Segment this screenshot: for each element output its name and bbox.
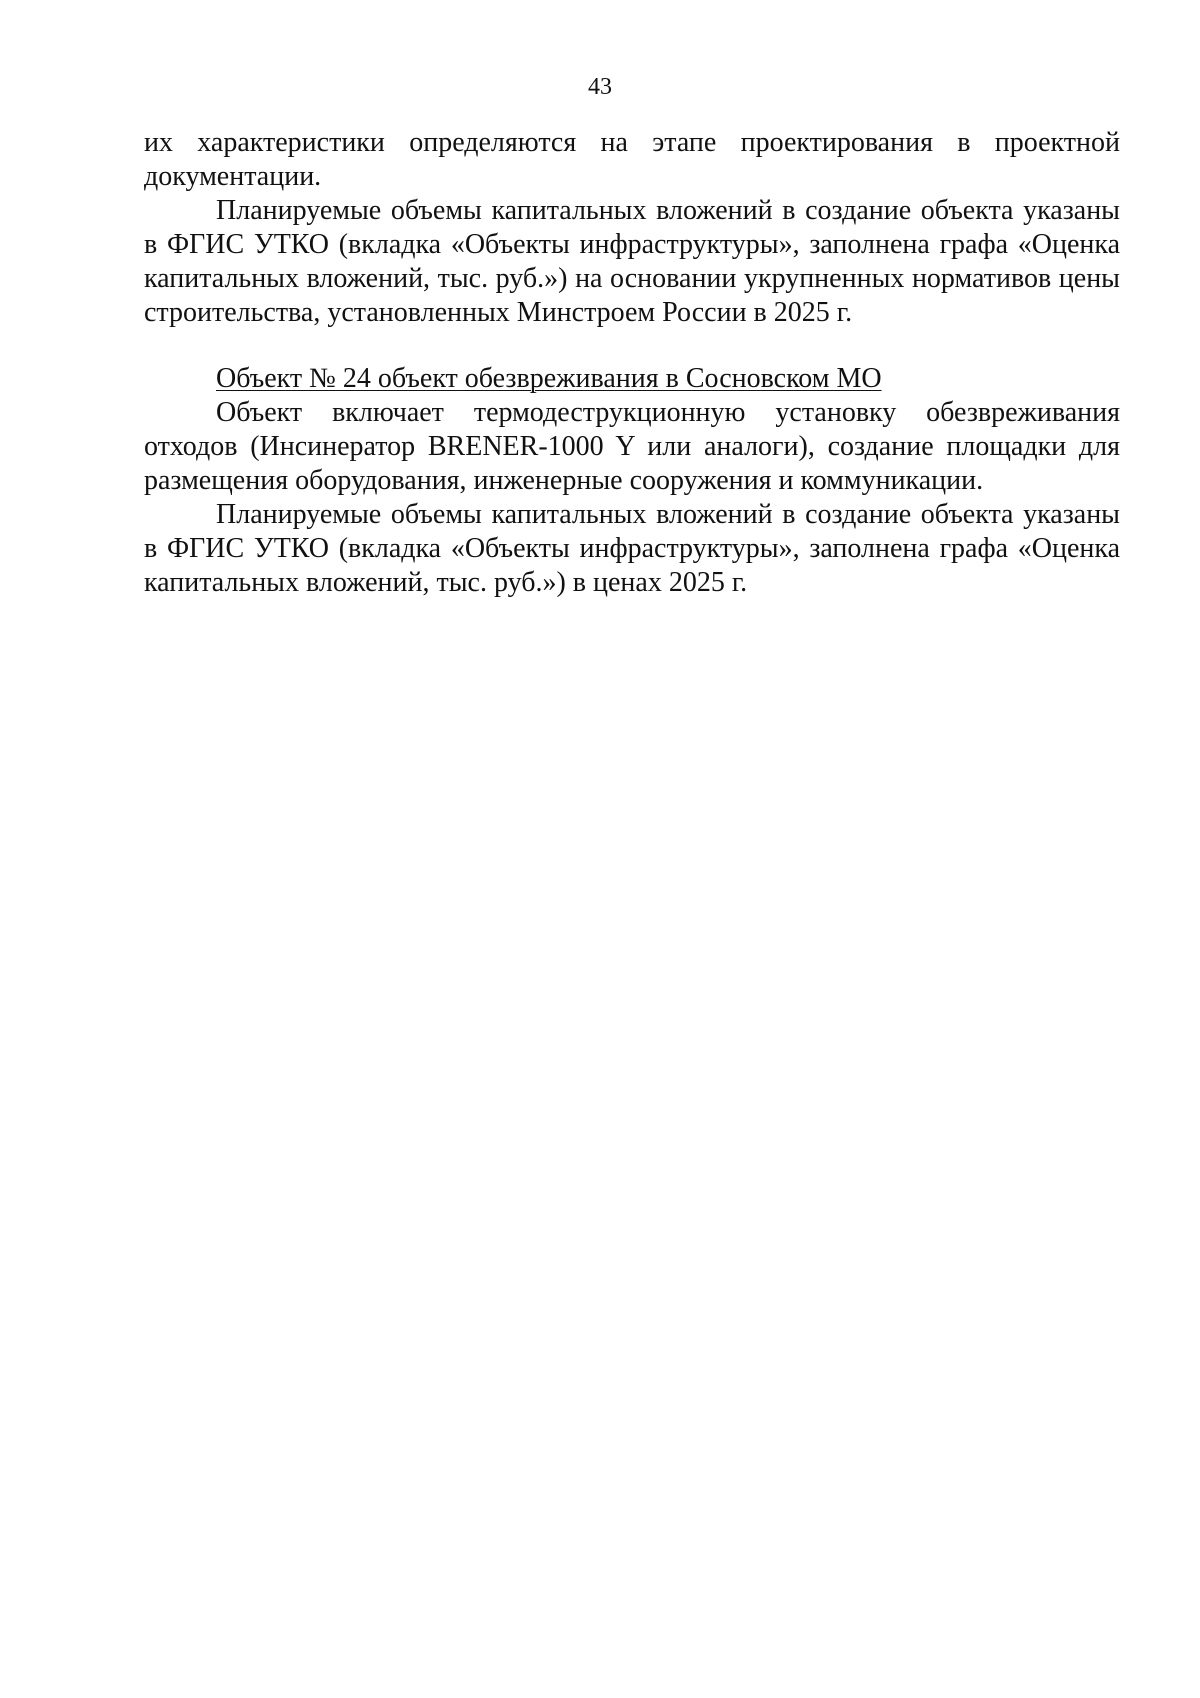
paragraph-continuation: их характеристики определяются на этапе проектирования в проектной документации. (144, 127, 1120, 192)
section-heading-text: Объект № 24 объект обезвреживания в Сосновском МО (216, 363, 882, 394)
paragraph-capital-investment-prices: Планируемые объемы капитальных вложений в создание объекта указаны в ФГИС УТКО (вкладка «Объекты инфраструктуры», заполнена графа «Оценка капитальных вложений, тыс. руб.») в ценах 2025 г. (144, 499, 1120, 598)
section-heading (144, 362, 1120, 396)
document-body (144, 126, 1120, 600)
page-number: 43 (588, 74, 612, 100)
section-spacer (144, 330, 1120, 362)
paragraph-capital-investment: Планируемые объемы капитальных вложений в создание объекта указаны в ФГИС УТКО (вкладка «Объекты инфраструктуры», заполнена графа «Оценка капитальных вложений, тыс. руб.») на основании укрупненных нормативов цены строительства, установленных Минстроем России в 2025 г. (144, 195, 1120, 328)
paragraph-object-description: Объект включает термодеструкционную установку обезвреживания отходов (Инсинератор BRENER-1000 Y или аналоги), создание площадки для размещения оборудования, инженерные сооружения и коммуникации. (144, 397, 1120, 496)
